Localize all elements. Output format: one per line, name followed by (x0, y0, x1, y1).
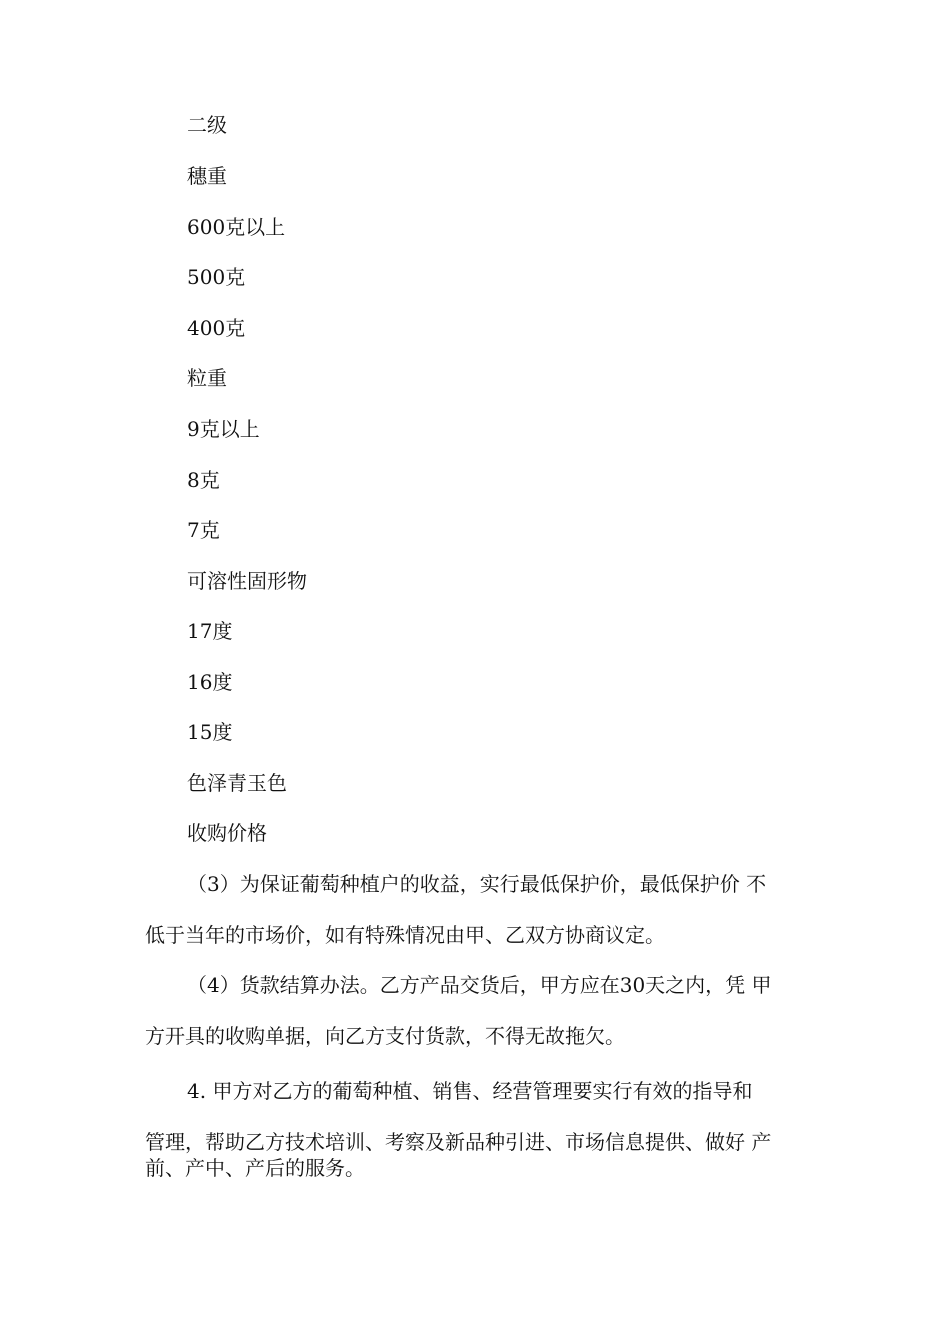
soluble-solids-label: 可溶性固形物 (187, 569, 307, 593)
clause-4-line-1: 4. 甲方对乙方的葡萄种植、销售、经营管理要实行有效的指导和 (187, 1079, 753, 1103)
grade-label: 二级 (187, 113, 227, 137)
clause-4 (145, 1078, 817, 1104)
clause-4-cont (145, 1129, 817, 1181)
bunch-weight-label: 穗重 (187, 164, 227, 188)
paragraph-4 (145, 972, 817, 998)
color-label: 色泽青玉色 (187, 771, 287, 795)
berry-weight-value-2: 8克 (187, 468, 220, 492)
soluble-solids-value-3: 15度 (187, 720, 233, 744)
paragraph-4-cont (145, 1023, 817, 1049)
paragraph-3-cont (145, 922, 817, 948)
paragraph-3-line-2: 低于当年的市场价，如有特殊情况由甲、乙双方协商议定。 (145, 923, 665, 947)
berry-weight-label: 粒重 (187, 366, 227, 390)
clause-4-line-3: 前、产中、产后的服务。 (145, 1156, 365, 1180)
soluble-solids-value-2: 16度 (187, 670, 233, 694)
bunch-weight-value-1: 600克以上 (187, 215, 286, 239)
paragraph-4-line-2: 方开具的收购单据，向乙方支付货款，不得无故拖欠。 (145, 1024, 625, 1048)
soluble-solids-value-1: 17度 (187, 619, 233, 643)
clause-4-line-2: 管理，帮助乙方技术培训、考察及新品种引进、市场信息提供、做好 产 (145, 1130, 772, 1154)
berry-weight-value-3: 7克 (187, 518, 220, 542)
bunch-weight-value-3: 400克 (187, 316, 246, 340)
paragraph-3-line-1: （3）为保证葡萄种植户的收益，实行最低保护价，最低保护价 不 (187, 872, 767, 896)
bunch-weight-value-2: 500克 (187, 265, 246, 289)
purchase-price-label: 收购价格 (187, 821, 267, 845)
paragraph-3 (145, 871, 817, 897)
paragraph-4-line-1: （4）货款结算办法。乙方产品交货后，甲方应在30天之内，凭 甲 (187, 973, 772, 997)
berry-weight-value-1: 9克以上 (187, 417, 260, 441)
